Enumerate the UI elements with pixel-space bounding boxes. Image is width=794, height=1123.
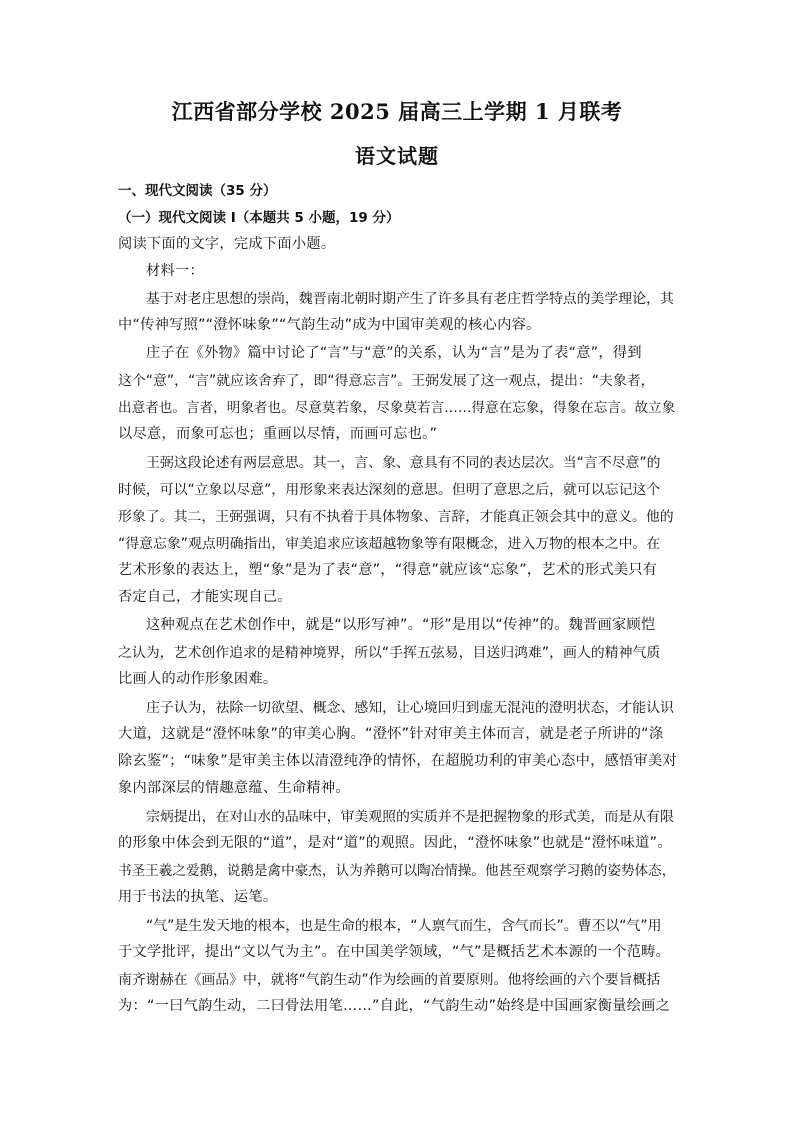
paragraph-line: 出意者也。言者，明象者也。尽意莫若象，尽象莫若言……得意在忘象，得象在忘言。故立象 [118, 400, 676, 416]
paragraph-line: 除玄鉴”；“味象”是审美主体以清澄纯净的情怀，在超脱功利的审美心态中，感悟审美对 [118, 753, 677, 769]
paragraph-line: 为：“一曰气韵生动，二曰骨法用笔……”自此，“气韵生动”始终是中国画家衡量绘画之 [118, 998, 671, 1014]
paragraph-line: 艺术形象的表达上，塑“象”是为了表“意”，“得意”就应该“忘象”，艺术的形式美只有 [118, 562, 658, 578]
paragraph-line: 这个“意”，“言”就应该舍弃了，即“得意忘言”。王弼发展了这一观点，提出：“夫象者， [118, 373, 655, 389]
paragraph-line: 象内部深层的情趣意蕴、生命精神。 [118, 780, 350, 796]
paragraph-line: 否定自己，才能实现自己。 [118, 589, 292, 605]
subsection-heading: （一）现代文阅读 I（本题共 5 小题，19 分） [118, 210, 400, 226]
paragraph-line: 宗炳提出，在对山水的品味中，审美观照的实质并不是把握物象的形式美，而是从有限 [146, 809, 674, 825]
paragraph-line: 庄子认为，祛除一切欲望、概念、感知，让心境回归到虚无混沌的澄明状态，才能认识 [146, 700, 674, 716]
paragraph-line: “气”是生发天地的根本，也是生命的根本，“人禀气而生，含气而长”。曹丕以“气”用 [146, 918, 662, 934]
material-label: 材料一： [146, 263, 204, 279]
paragraph-line: 南齐谢赫在《画品》中，就将“气韵生动”作为绘画的首要原则。他将绘画的六个要旨概括 [118, 972, 661, 988]
paragraph-line: 以尽意，而象可忘也；重画以尽情，而画可忘也。” [118, 426, 438, 442]
paragraph-line: 比画人的动作形象困难。 [118, 671, 278, 687]
paragraph-line: 庄子在《外物》篇中讨论了“言”与“意”的关系，认为“言”是为了表“意”，得到 [146, 345, 642, 361]
paragraph-line: 大道，这就是“澄怀味象”的审美心胸。“澄怀”针对审美主体而言，就是老子所讲的“涤 [118, 726, 664, 742]
paragraph-line: 王弼这段论述有两层意思。其一，言、象、意具有不同的表达层次。当“言不尽意”的 [146, 455, 661, 471]
paragraph-line: 形象了。其二，王弼强调，只有不执着于具体物象、言辞，才能真正领会其中的意义。他的 [118, 509, 674, 525]
paragraph-line: 基于对老庄思想的崇尚，魏晋南北朝时期产生了许多具有老庄哲学特点的美学理论，其 [146, 291, 674, 307]
paragraph-line: 的形象中体会到无限的“道”，是对“道”的观照。因此，“澄怀味象”也就是“澄怀味道”。 [118, 835, 672, 851]
exam-subject: 语文试题 [355, 144, 439, 168]
paragraph-line: “得意忘象”观点明确指出，审美追求应该超越物象等有限概念，进入万物的根本之中。在 [118, 536, 661, 552]
paragraph-line: 用于书法的执笔、运笔。 [118, 889, 278, 905]
paragraph-line: 时候，可以“立象以尽意”，用形象来表达深刻的意思。但明了意思之后，就可以忘记这个 [118, 482, 661, 498]
paragraph-line: 之认为，艺术创作追求的是精神境界，所以“手挥五弦易，目送归鸿难”，画人的精神气质 [118, 645, 661, 661]
paragraph-line: 于文学批评，提出“文以气为主”。在中国美学领域，“气”是概括艺术本源的一个范畴。 [118, 944, 671, 960]
instruction-line: 阅读下面的文字，完成下面小题。 [118, 236, 336, 252]
paragraph-line: 书圣王羲之爱鹅，说鹅是禽中豪杰，认为养鹅可以陶冶情操。他甚至观察学习鹅的姿势体态， [118, 863, 676, 879]
section-heading: 一、现代文阅读（35 分） [118, 183, 277, 199]
paragraph-line: 这种观点在艺术创作中，就是“以形写神”。“形”是用以“传神”的。魏晋画家顾恺 [146, 617, 656, 633]
paragraph-line: 中“传神写照”“澄怀味象”“气韵生动”成为中国审美观的核心内容。 [118, 317, 541, 333]
exam-title: 江西省部分学校 2025 届高三上学期 1 月联考 [171, 99, 623, 124]
